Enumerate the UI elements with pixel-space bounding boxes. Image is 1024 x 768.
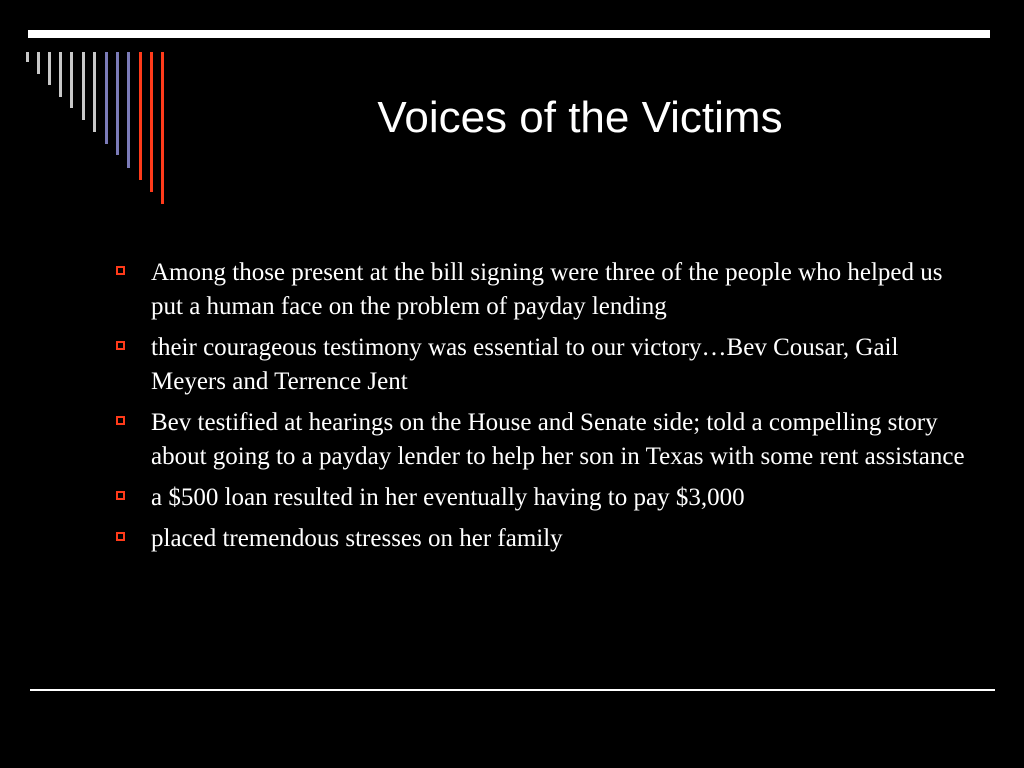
stripe-gray-2	[37, 52, 40, 74]
square-bullet-icon	[116, 416, 125, 425]
stripe-gray-3	[48, 52, 51, 85]
bullet-text: Bev testified at hearings on the House and Senate side; told a compelling story about going to a payday lender to help her son in Texas with some rent assistance	[151, 409, 965, 470]
square-bullet-icon	[116, 266, 125, 275]
square-bullet-icon	[116, 341, 125, 350]
bullet-text: their courageous testimony was essential to our victory…Bev Cousar, Gail Meyers and Terrence Jent	[151, 334, 899, 395]
bullet-text: a $500 loan resulted in her eventually having to pay $3,000	[151, 484, 745, 511]
slide-title: Voices of the Victims	[377, 93, 783, 142]
stripe-blue-2	[116, 52, 119, 155]
stripe-gray-5	[70, 52, 73, 108]
bullet-text: placed tremendous stresses on her family	[151, 525, 563, 552]
stripe-gray-1	[26, 52, 29, 62]
stripe-gray-6	[82, 52, 85, 120]
bullet-text: Among those present at the bill signing were three of the people who helped us put a human face on the problem of payday lending	[151, 259, 943, 320]
stripe-blue-1	[105, 52, 108, 144]
bullet-list	[110, 256, 970, 563]
bullet-item	[110, 406, 970, 474]
square-bullet-icon	[116, 532, 125, 541]
decorative-stripes	[0, 0, 200, 220]
stripe-gray-7	[93, 52, 96, 132]
stripe-red-1	[139, 52, 142, 180]
bullet-item	[110, 522, 970, 556]
stripe-blue-3	[127, 52, 130, 168]
stripe-gray-4	[59, 52, 62, 97]
square-bullet-icon	[116, 491, 125, 500]
stripe-red-2	[150, 52, 153, 192]
bottom-rule	[30, 689, 995, 691]
bullet-item	[110, 256, 970, 324]
stripe-red-3	[161, 52, 164, 204]
bullet-item	[110, 331, 970, 399]
bullet-item	[110, 481, 970, 515]
